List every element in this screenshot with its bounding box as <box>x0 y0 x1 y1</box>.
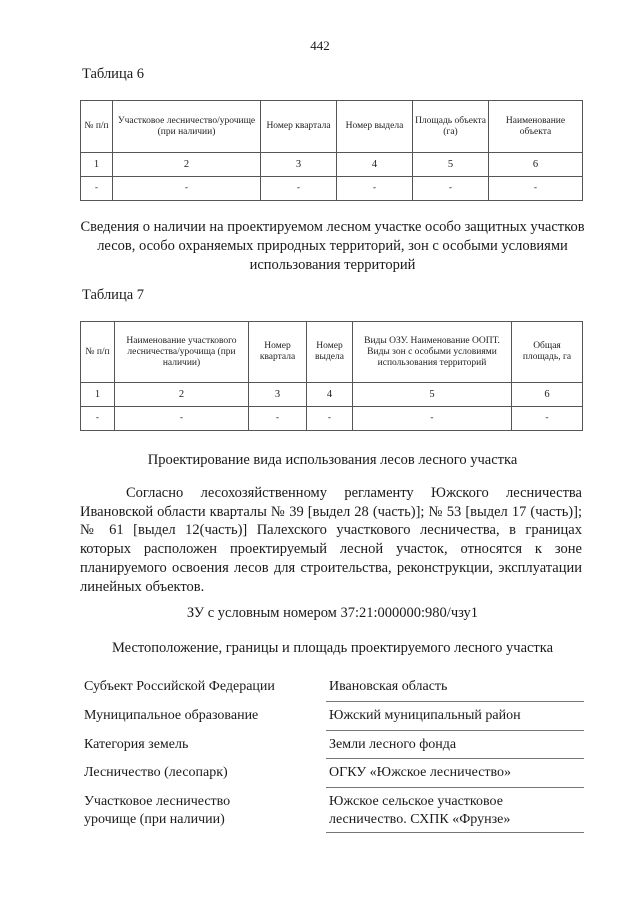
table7-cell: - <box>115 407 249 431</box>
table7-cell: - <box>353 407 512 431</box>
table6-cell: - <box>81 177 113 201</box>
table-row <box>81 407 583 431</box>
table7-number-cell: 2 <box>115 383 249 407</box>
forest-usage-paragraph <box>80 484 582 596</box>
table6-number-cell: 6 <box>489 153 583 177</box>
table6-cell: - <box>413 177 489 201</box>
table6-number-cell: 1 <box>81 153 113 177</box>
table7-number-cell: 1 <box>81 383 115 407</box>
field-label-district-forestry: Участковое лесничество урочище (при наличии) <box>84 794 231 827</box>
table6-header-cell: Номер квартала <box>261 101 337 153</box>
table7-header-row <box>81 322 583 383</box>
field-label-municipality: Муниципальное образование <box>84 708 259 723</box>
table7-header-cell: Номер квартала <box>249 322 307 383</box>
table6-number-cell: 3 <box>261 153 337 177</box>
paragraph-text: Согласно лесохозяйственному регламенту Южского лесничества Ивановской области кварталы № 39 [выдел 28 (часть)]; № 53 [выдел 17 (часть)]; № 61 [выдел 12(часть)] Палехского участкового лесничества, в границах которых расположен проектируемый лесной участок, относятся к зоне планируемого освоения лесов для строительства, реконструкции, эксплуатации линейных объектов. <box>80 485 582 595</box>
table7-number-cell: 6 <box>512 383 583 407</box>
field-label-subject: Субъект Российской Федерации <box>84 679 275 694</box>
table6-number-cell: 5 <box>413 153 489 177</box>
table6-header-cell: Номер выдела <box>337 101 413 153</box>
table6-header-cell: Наименование объекта <box>489 101 583 153</box>
table6-cell: - <box>113 177 261 201</box>
field-value-municipality: Южский муниципальный район <box>326 707 584 731</box>
table7-header-cell: Номер выдела <box>307 322 353 383</box>
table7-cell: - <box>512 407 583 431</box>
table7-number-row <box>81 383 583 407</box>
table-row <box>81 177 583 201</box>
table7-cell: - <box>81 407 115 431</box>
field-value-subject: Ивановская область <box>326 678 584 702</box>
field-value-forestry: ОГКУ «Южское лесничество» <box>326 764 584 788</box>
table7-header-cell: № п/п <box>81 322 115 383</box>
table7-cell: - <box>249 407 307 431</box>
field-value-land-category: Земли лесного фонда <box>326 736 584 759</box>
field-label-land-category: Категория земель <box>84 737 189 752</box>
page-number: 442 <box>310 38 330 53</box>
table7-number-cell: 5 <box>353 383 512 407</box>
table6-number-cell: 4 <box>337 153 413 177</box>
table7-caption: Таблица 7 <box>82 287 145 303</box>
table7-header-cell: Наименование участкового лесничества/урочища (при наличии) <box>115 322 249 383</box>
table6-header-cell: № п/п <box>81 101 113 153</box>
parcel-title: ЗУ с условным номером 37:21:000000:980/чзу1 <box>186 605 479 621</box>
table6-caption: Таблица 6 <box>82 66 145 82</box>
table6 <box>80 100 583 201</box>
field-label-forestry: Лесничество (лесопарк) <box>84 765 228 780</box>
table7 <box>80 321 583 431</box>
table7-number-cell: 4 <box>307 383 353 407</box>
table6-number-cell: 2 <box>113 153 261 177</box>
table7-cell: - <box>307 407 353 431</box>
protected-areas-heading: Сведения о наличии на проектируемом лесном участке особо защитных участков лесов, особо охраняемых природных территорий, зон с особыми условиями использования территорий <box>80 219 585 273</box>
field-value-district-forestry: Южское сельское участковое лесничество. СХПК «Фрунзе» <box>326 793 584 833</box>
table7-header-cell: Виды ОЗУ. Наименование ООПТ. Виды зон с особыми условиями использования территорий <box>353 322 512 383</box>
table6-header-cell: Участковое лесничество/урочище (при наличии) <box>113 101 261 153</box>
table7-number-cell: 3 <box>249 383 307 407</box>
table6-header-row <box>81 101 583 153</box>
parcel-subtitle: Местоположение, границы и площадь проектируемого лесного участка <box>111 640 554 656</box>
table6-cell: - <box>337 177 413 201</box>
table6-number-row <box>81 153 583 177</box>
forest-usage-heading: Проектирование вида использования лесов лесного участка <box>147 452 518 468</box>
table6-cell: - <box>261 177 337 201</box>
table6-header-cell: Площадь объекта (га) <box>413 101 489 153</box>
table6-cell: - <box>489 177 583 201</box>
table7-header-cell: Общая площадь, га <box>512 322 583 383</box>
